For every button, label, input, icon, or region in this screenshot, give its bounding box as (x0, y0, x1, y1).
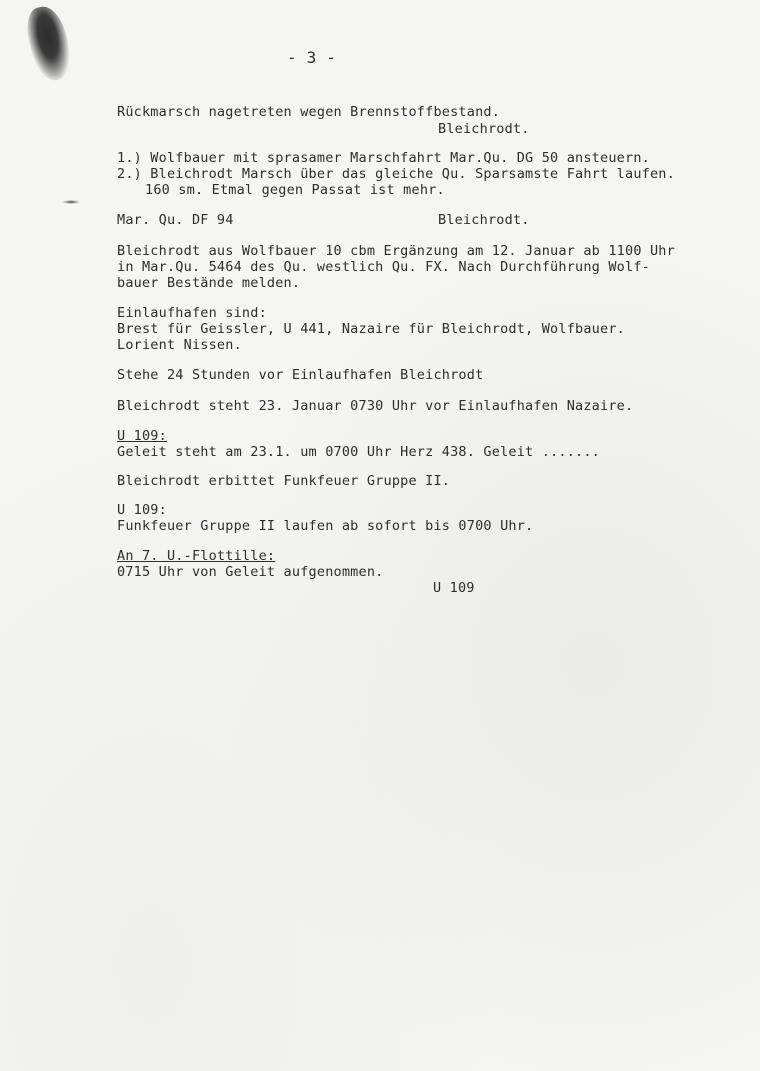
text-line: 2.) Bleichrodt Marsch über das gleiche Qu. Sparsamste Fahrt laufen. (117, 166, 675, 182)
ink-mark (62, 200, 80, 204)
ink-smudge (23, 3, 76, 84)
text-line: Mar. Qu. DF 94 (117, 212, 234, 228)
signature-line: Bleichrodt. (438, 212, 530, 228)
text-line: Bleichrodt steht 23. Januar 0730 Uhr vor Einlaufhafen Nazaire. (117, 398, 634, 414)
text-line: 0715 Uhr von Geleit aufgenommen. (117, 564, 384, 580)
text-line: Rückmarsch nagetreten wegen Brennstoffbestand. (117, 104, 501, 120)
page-number: - 3 - (287, 48, 337, 67)
text-line: Geleit steht am 23.1. um 0700 Uhr Herz 438. Geleit ....... (117, 444, 601, 460)
text-line: bauer Bestände melden. (117, 275, 301, 291)
text-line: Bleichrodt aus Wolfbauer 10 cbm Ergänzung am 12. Januar ab 1100 Uhr (117, 243, 675, 259)
addressee-heading: U 109: (117, 502, 167, 518)
addressee-heading: U 109: (117, 428, 167, 444)
addressee-heading: An 7. U.-Flottille: (117, 548, 276, 564)
text-line: 160 sm. Etmal gegen Passat ist mehr. (145, 182, 445, 198)
text-line: in Mar.Qu. 5464 des Qu. westlich Qu. FX. Nach Durchführung Wolf- (117, 259, 650, 275)
text-line: Funkfeuer Gruppe II laufen ab sofort bis 0700 Uhr. (117, 518, 534, 534)
text-line: Brest für Geissler, U 441, Nazaire für Bleichrodt, Wolfbauer. (117, 321, 625, 337)
signature-line: Bleichrodt. (438, 121, 530, 137)
text-line: 1.) Wolfbauer mit sprasamer Marschfahrt Mar.Qu. DG 50 ansteuern. (117, 150, 650, 166)
signature-line: U 109 (433, 580, 475, 596)
text-line: Einlaufhafen sind: (117, 305, 267, 321)
text-line: Bleichrodt erbittet Funkfeuer Gruppe II. (117, 473, 451, 489)
text-line: Lorient Nissen. (117, 337, 242, 353)
text-line: Stehe 24 Stunden vor Einlaufhafen Bleichrodt (117, 367, 484, 383)
